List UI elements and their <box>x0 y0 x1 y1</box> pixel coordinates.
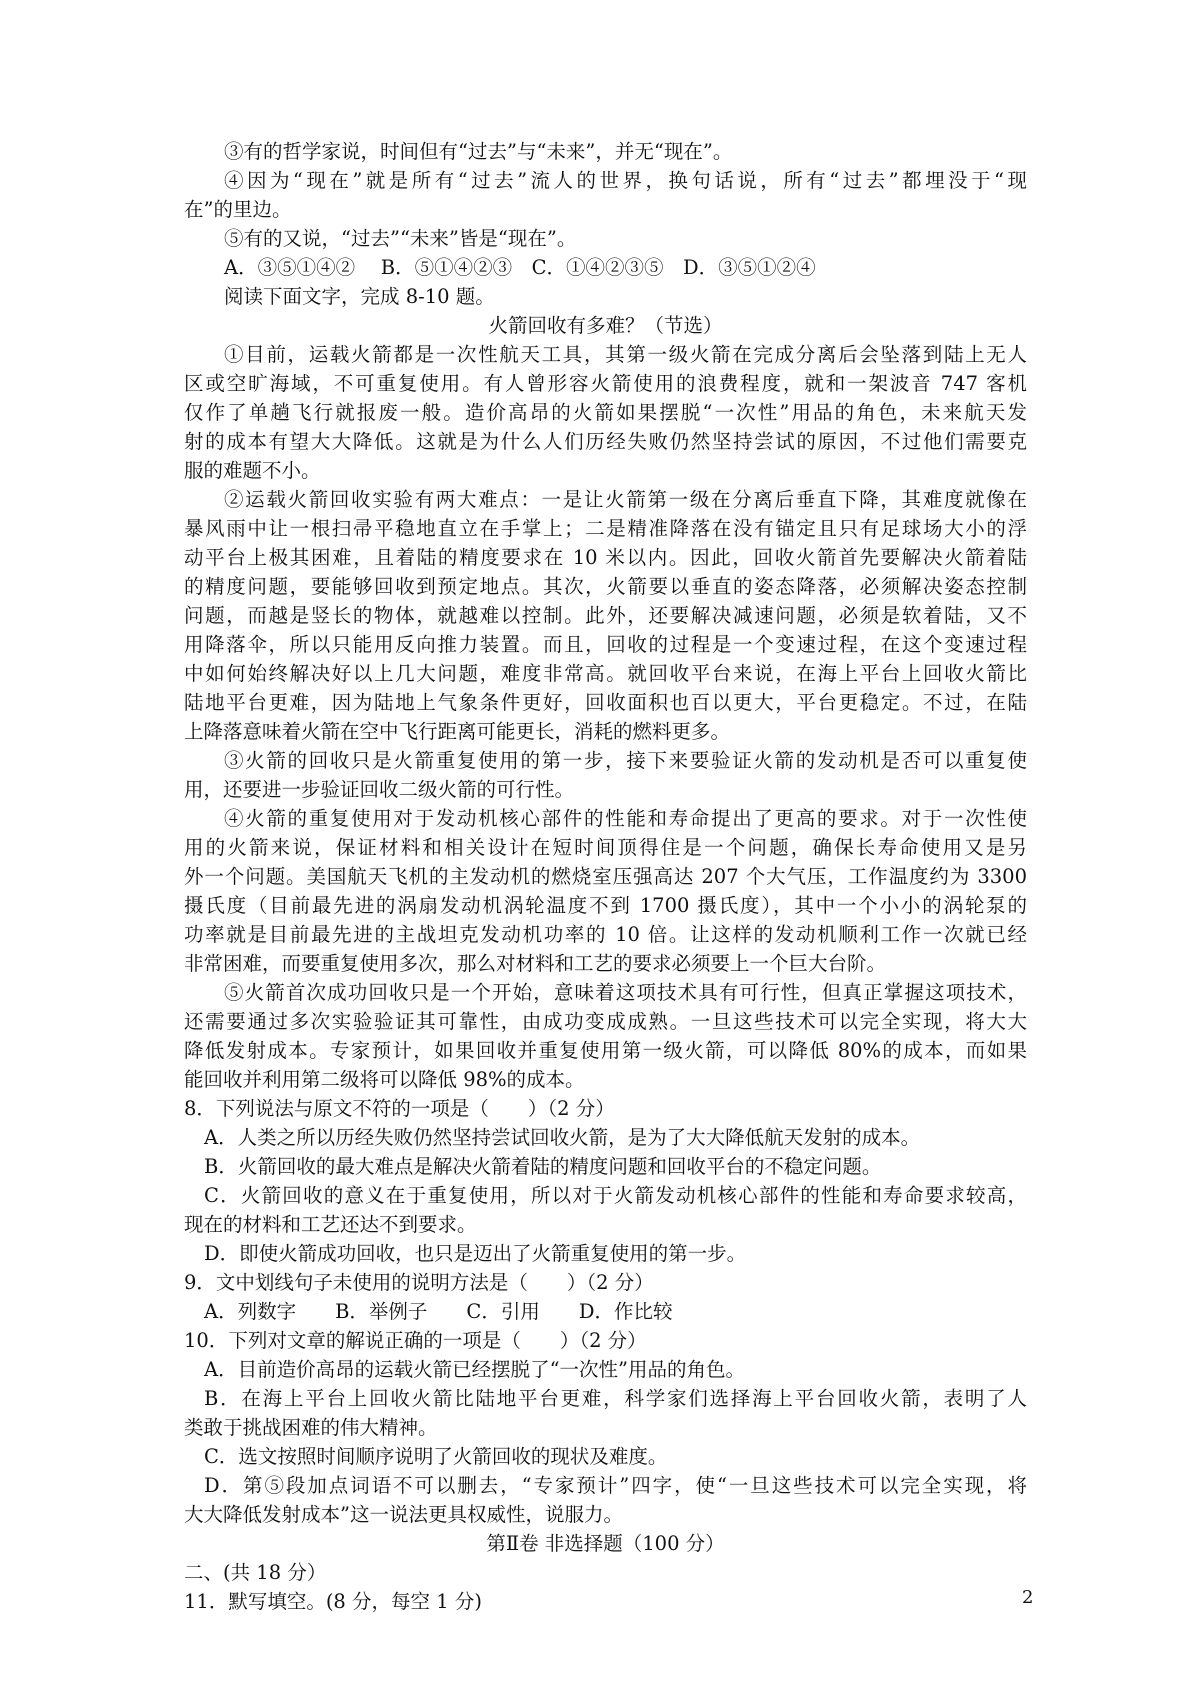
paragraph-line: 降低发射成本。专家预计，如果回收并重复使用第一级火箭，可以降低 80%的成本，而如果 <box>184 1039 1027 1062</box>
paragraph-line: 功率就是目前最先进的主战坦克发动机功率的 10 倍。让这样的发动机顺利工作一次就已经 <box>184 923 1027 946</box>
q10-stem: 10．下列对文章的解说正确的一项是（ ）（2 分） <box>184 1329 647 1352</box>
paragraph-line: 暴风雨中让一根扫帚平稳地直立在手掌上；二是精准降落在没有锚定且只有足球场大小的浮 <box>184 517 1027 540</box>
q7-sentence-4-line-1: ④因为“现在”就是所有“过去”流人的世界，换句话说，所有“过去”都埋没于“现 <box>224 169 1027 192</box>
page-number: 2 <box>1022 1587 1034 1608</box>
paragraph-line: ⑤火箭首次成功回收只是一个开始，意味着这项技术具有可行性，但真正掌握这项技术， <box>224 981 1027 1004</box>
paragraph-line: 陆地平台更难，因为陆地上气象条件更好，回收面积也百以更大，平台更稳定。不过，在陆 <box>184 691 1027 714</box>
part2-section-heading: 二、(共 18 分） <box>184 1561 327 1584</box>
q10-option-a: A．目前造价高昂的运载火箭已经摆脱了“一次性”用品的角色。 <box>204 1358 746 1381</box>
q10-option-d-line-1: D．第⑤段加点词语不可以删去，“专家预计”四字，使“一旦这些技术可以完全实现，将 <box>204 1474 1027 1497</box>
paragraph-line: ③火箭的回收只是火箭重复使用的第一步，接下来要验证火箭的发动机是否可以重复使 <box>224 749 1027 772</box>
q10-option-c: C．选文按照时间顺序说明了火箭回收的现状及难度。 <box>204 1445 668 1468</box>
paragraph-line: ④火箭的重复使用对于发动机核心部件的性能和寿命提出了更高的要求。对于一次性使 <box>224 807 1027 830</box>
q8-option-b: B．火箭回收的最大难点是解决火箭着陆的精度问题和回收平台的不稳定问题。 <box>204 1155 882 1178</box>
article-paragraph-1 <box>184 340 1027 485</box>
paragraph-line: 非常困难，而要重复使用多次，那么对材料和工艺的要求必须要上一个巨大台阶。 <box>184 952 887 975</box>
article-paragraph-2 <box>184 485 1027 746</box>
q7-options: A．③⑤①④② B．⑤①④②③ C．①④②③⑤ D．③⑤①②④ <box>224 256 816 279</box>
q10-option-b-line-1: B．在海上平台上回收火箭比陆地平台更难，科学家们选择海上平台回收火箭，表明了人 <box>204 1387 1027 1410</box>
paragraph-line: 摄氏度（目前最先进的涡扇发动机涡轮温度不到 1700 摄氏度），其中一个小小的涡轮泵的 <box>184 894 1027 917</box>
paragraph-line: 中如何始终解决好以上几大问题，难度非常高。就回收平台来说，在海上平台上回收火箭比 <box>184 662 1027 685</box>
q8-stem: 8．下列说法与原文不符的一项是（ ）（2 分） <box>184 1097 615 1120</box>
q11-stem: 11．默写填空。(8 分，每空 1 分) <box>184 1590 482 1613</box>
paragraph-line: 能回收并利用第二级将可以降低 98%的成本。 <box>184 1068 585 1091</box>
paragraph-line: 服的难题不小。 <box>184 459 321 482</box>
paragraph-line: 问题，而越是竖长的物体，就越难以控制。此外，还要解决减速问题，必须是软着陆，又不 <box>184 604 1027 627</box>
q8-option-d: D．即使火箭成功回收，也只是迈出了火箭重复使用的第一步。 <box>204 1242 747 1265</box>
paragraph-line: 外一个问题。美国航天飞机的主发动机的燃烧室压强高达 207 个大气压，工作温度约为 3300 <box>184 865 1027 888</box>
paragraph-line: 用的火箭来说，保证材料和相关设计在短时间顶得住是一个问题，确保长寿命使用又是另 <box>184 836 1027 859</box>
q7-sentence-4-line-2: 在”的里边。 <box>184 198 292 221</box>
article-paragraph-5 <box>184 978 1027 1094</box>
q10-option-b-line-2: 类敢于挑战困难的伟大精神。 <box>184 1416 438 1439</box>
paragraph-line: 区或空旷海域，不可重复使用。有人曾形容火箭使用的浪费程度，就和一架波音 747 客机 <box>184 372 1027 395</box>
q10-option-d-line-2: 大大降低发射成本”这一说法更具权威性，说服力。 <box>184 1503 623 1526</box>
q8-option-a: A．人类之所以历经失败仍然坚持尝试回收火箭，是为了大大降低航天发射的成本。 <box>204 1126 921 1149</box>
q9-options: A．列数字 B．举例子 C．引用 D．作比较 <box>204 1300 673 1323</box>
paragraph-line: ①目前，运载火箭都是一次性航天工具，其第一级火箭在完成分离后会坠落到陆上无人 <box>224 343 1027 366</box>
q8-option-c-line-1: C．火箭回收的意义在于重复使用，所以对于火箭发动机核心部件的性能和寿命要求较高， <box>204 1184 1027 1207</box>
paragraph-line: 射的成本有望大大降低。这就是为什么人们历经失败仍然坚持尝试的原因，不过他们需要克 <box>184 430 1027 453</box>
paragraph-line: 用，还要进一步验证回收二级火箭的可行性。 <box>184 778 575 801</box>
paragraph-line: 上降落意味着火箭在空中飞行距离可能更长，消耗的燃料更多。 <box>184 720 731 743</box>
paragraph-line: 还需要通过多次实验验证其可靠性，由成功变成成熟。一旦这些技术可以完全实现，将大大 <box>184 1010 1027 1033</box>
paragraph-line: 的精度问题，要能够回收到预定地点。其次，火箭要以垂直的姿态降落，必须解决姿态控制 <box>184 575 1027 598</box>
paragraph-line: 用降落伞，所以只能用反向推力装置。而且，回收的过程是一个变速过程，在这个变速过程 <box>184 633 1027 656</box>
reading-intro: 阅读下面文字，完成 8-10 题。 <box>224 285 495 308</box>
article-paragraph-3 <box>184 746 1027 804</box>
paragraph-line: 仅作了单趟飞行就报废一般。造价高昂的火箭如果摆脱“一次性”用品的角色，未来航天发 <box>184 401 1027 424</box>
part2-title: 第Ⅱ卷 非选择题（100 分） <box>486 1532 725 1555</box>
q8-option-c-line-2: 现在的材料和工艺还达不到要求。 <box>184 1213 477 1236</box>
article-paragraph-4 <box>184 804 1027 978</box>
article-title: 火箭回收有多难？（节选） <box>488 314 723 337</box>
q7-sentence-3: ③有的哲学家说，时间但有“过去”与“未来”，并无“现在”。 <box>224 140 733 163</box>
q9-stem: 9．文中划线句子未使用的说明方法是（ ）（2 分） <box>184 1271 654 1294</box>
q7-sentence-5: ⑤有的又说，“过去”“未来”皆是“现在”。 <box>224 227 577 250</box>
exam-page <box>184 137 1027 1616</box>
paragraph-line: ②运载火箭回收实验有两大难点：一是让火箭第一级在分离后垂直下降，其难度就像在 <box>224 488 1027 511</box>
paragraph-line: 动平台上极其困难，且着陆的精度要求在 10 米以内。因此，回收火箭首先要解决火箭着陆 <box>184 546 1027 569</box>
